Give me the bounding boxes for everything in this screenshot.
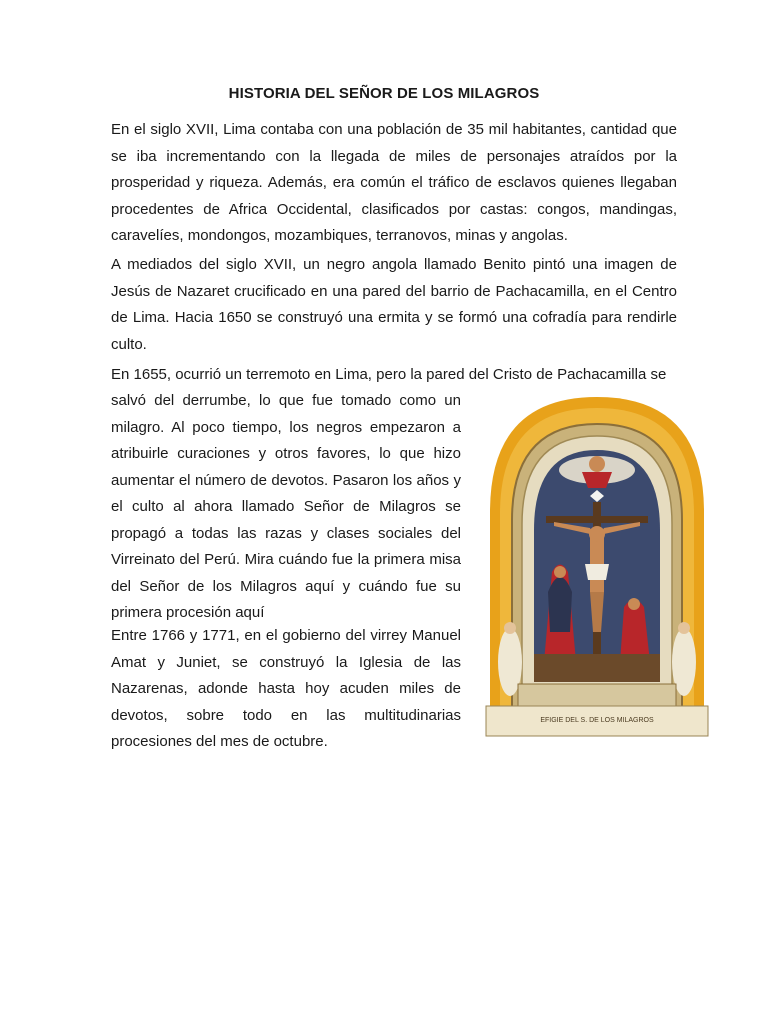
senor-de-los-milagros-image bbox=[482, 392, 712, 744]
paragraph-3-first-line: En 1655, ocurrió un terremoto en Lima, pero la pared del Cristo de Pachacamilla se bbox=[111, 366, 667, 383]
image-caption: EFIGIE DEL S. DE LOS MILAGROS bbox=[540, 717, 654, 724]
paragraph-4: Entre 1766 y 1771, en el gobierno del virrey Manuel Amat y Juniet, se construyó la Iglesia de las Nazarenas, adonde hasta hoy acuden miles de devotos, sobre todo en las multitudinarias procesiones del mes de octubre. bbox=[111, 627, 461, 750]
paragraph-3: salvó del derrumbe, lo que fue tomado como un milagro. Al poco tiempo, los negros empezaron a atribuirle curaciones y otros favores, lo que hizo aumentar el número de devotos. Pasaron los años y el culto al ahora llamado Señor de Milagros se propagó a todas las razas y clases sociales del Virreinato del Perú. Mira cuándo fue la primera misa del Señor de los Milagros aquí y cuándo fue su primera procesión aquí bbox=[111, 392, 461, 621]
paragraph-1: En el siglo XVII, Lima contaba con una población de 35 mil habitantes, cantidad que se iba incrementando con la llegada de miles de personajes atraídos por la prosperidad y riqueza. Además, era común el tráfico de esclavos quienes llegaban procedentes de Africa Occidental, clasificados por castas: congos, mandingas, caravelíes, mondongos, mozambiques, terranovos, minas y angolas. bbox=[111, 121, 677, 244]
paragraph-2: A mediados del siglo XVII, un negro angola llamado Benito pintó una imagen de Jesús de Nazaret crucificado en una pared del barrio de Pachacamilla, en el Centro de Lima. Hacia 1650 se construyó una ermita y se formó una cofradía para rendirle culto. bbox=[111, 256, 677, 353]
page-title: HISTORIA DEL SEÑOR DE LOS MILAGROS bbox=[228, 85, 540, 102]
